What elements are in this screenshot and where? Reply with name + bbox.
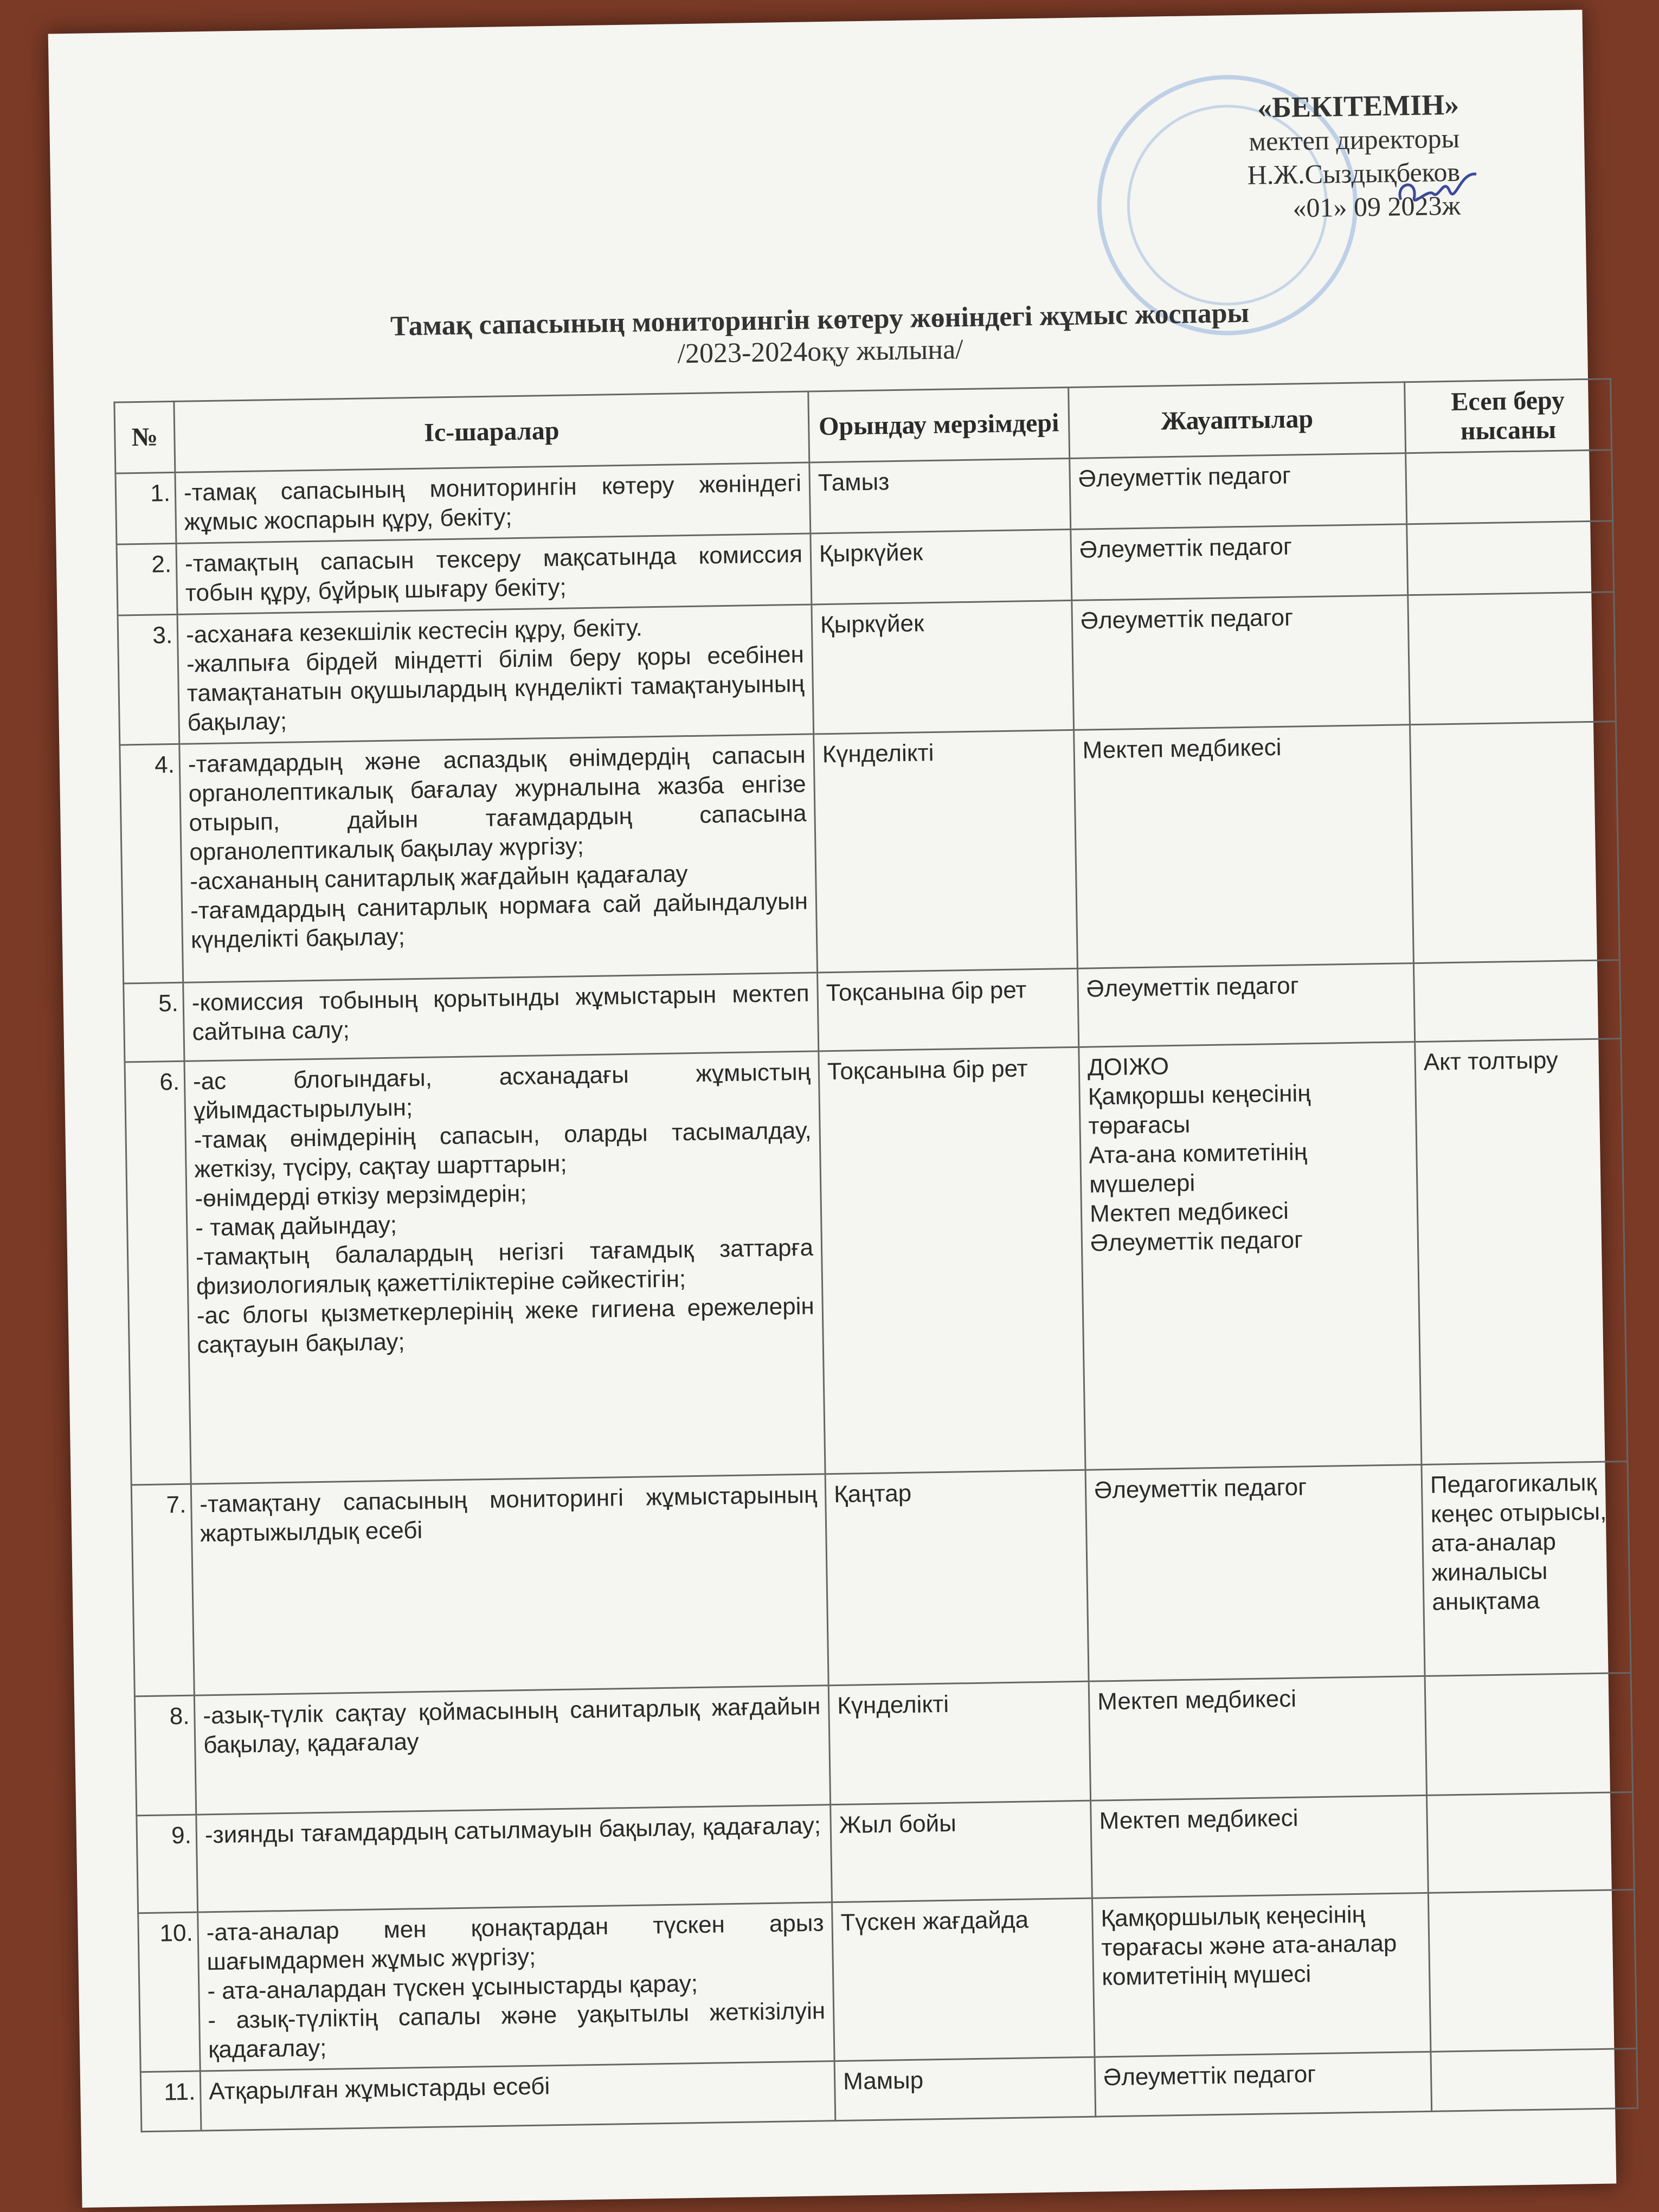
- report-line: [1416, 598, 1605, 601]
- activity-line: -тамақтану сапасының мониторингі жұмыстарының жартыжылдық есебі: [199, 1481, 818, 1547]
- row-responsible: [1079, 1042, 1422, 1470]
- activity-line: -зиянды тағамдардың сатылмауын бақылау, қадағалау;: [204, 1812, 821, 1849]
- activity-line: -азық-түлік сақтау қоймасының санитарлық жағдайын бақылау, қадағалау: [203, 1693, 821, 1759]
- responsible-line: Әлеуметтік педагог: [1103, 2061, 1316, 2091]
- title-sub: /2023-2024оқу жылына/: [677, 334, 964, 370]
- row-activity: [191, 1474, 828, 1695]
- approval-position: мектеп директоры: [1249, 123, 1460, 157]
- row-responsible: [1072, 595, 1410, 730]
- report-line: Акт толтыру: [1423, 1046, 1559, 1076]
- row-activity: [176, 533, 812, 614]
- row-period: Күнделікті: [814, 730, 1078, 972]
- row-report-form: [1415, 1039, 1628, 1465]
- report-line: [1418, 728, 1607, 730]
- row-period: Қыркүйек: [812, 600, 1074, 734]
- document-title: [53, 292, 1588, 380]
- row-responsible: [1089, 1676, 1426, 1801]
- row-activity: [196, 1805, 832, 1912]
- row-report-form: [1408, 592, 1616, 725]
- approval-heading: «БЕКІТЕМІН»: [1257, 88, 1459, 124]
- row-activity: [175, 462, 811, 543]
- document-page: [48, 10, 1617, 2208]
- title-main: Тамақ сапасының мониторингін көтеру жөніндегі жұмыс жоспары: [390, 297, 1250, 342]
- row-responsible: [1085, 1465, 1425, 1682]
- plan-table: [113, 378, 1638, 2132]
- row-period: Тоқсанына бір рет: [819, 1047, 1085, 1474]
- header-responsible: Жауаптылар: [1069, 382, 1406, 459]
- activity-line: -ата-аналар мен қонақтардан түскен арыз шағымдармен жұмыс жүргізу;: [206, 1909, 824, 1976]
- activity-line: -асханаға кезекшілік кестесін құру, бекіту.: [185, 614, 643, 648]
- responsible-line: Мектеп медбикесі: [1097, 1685, 1297, 1715]
- row-number: 9.: [137, 1815, 198, 1913]
- row-number: 8.: [134, 1695, 196, 1816]
- row-responsible: [1095, 2052, 1432, 2117]
- row-number: 4.: [120, 744, 183, 983]
- approval-name: Н.Ж.Сыздықбеков: [1247, 156, 1461, 190]
- activity-line: -тамақ сапасының мониторингін көтеру жөніндегі жұмыс жоспарын құру, бекіту;: [183, 470, 802, 536]
- signature-icon: [1390, 166, 1482, 216]
- responsible-line: Қамқоршылық кеңесінің төрағасы және ата-аналар комитетінің мүшесі: [1101, 1901, 1397, 1991]
- activity-line: -тамақ өнімдерінің сапасын, оларды тасымалдау, жеткізу, түсіру, сақтау шарттарын;: [194, 1117, 812, 1183]
- row-period: Түскен жағдайда: [832, 1898, 1095, 2061]
- responsible-line: Әлеуметтік педагог: [1090, 1226, 1303, 1257]
- row-report-form: [1427, 1792, 1635, 1893]
- table-row: [131, 1462, 1631, 1696]
- report-line: Педагогикалық кеңес отырысы, ата-аналар жиналысы анықтама: [1430, 1469, 1607, 1616]
- row-responsible: [1077, 963, 1414, 1047]
- activity-line: -тағамдардың санитарлық нормаға сай дайындалуын күнделікті бақылау;: [190, 888, 808, 954]
- row-period: Жыл бойы: [831, 1801, 1092, 1902]
- row-number: 1.: [115, 472, 176, 544]
- report-line: [1435, 1798, 1624, 1801]
- activity-line: -асхананың санитарлық жағдайын қадағалау: [189, 860, 688, 895]
- activity-line: - азық-түліктің сапалы және уақытылы жеткізілуін қадағалау;: [207, 1997, 826, 2063]
- responsible-line: Қамқоршы кеңесінің төрағасы: [1088, 1080, 1311, 1140]
- row-number: 6.: [125, 1061, 191, 1485]
- row-responsible: [1091, 1795, 1429, 1898]
- row-number: 3.: [118, 614, 179, 745]
- report-line: [1437, 1896, 1626, 1899]
- responsible-line: Мектеп медбикесі: [1099, 1804, 1298, 1835]
- activity-line: -жалпыға бірдей міндетті білім беру қоры есебінен тамақтанатын оқушылардың күнделікті тамақтануының бақылау;: [186, 641, 805, 736]
- responsible-line: Мектеп медбикесі: [1082, 734, 1282, 764]
- row-number: 5.: [124, 982, 184, 1062]
- row-responsible: [1074, 725, 1414, 969]
- row-number: 10.: [138, 1912, 201, 2072]
- activity-line: -тамақтың балалардың негізгі тағамдық заттарға физиологиялық қажеттіліктеріне сәйкестігін;: [195, 1234, 814, 1300]
- row-period: Мамыр: [834, 2057, 1096, 2121]
- row-activity: [183, 973, 819, 1061]
- responsible-line: Әлеуметтік педагог: [1079, 533, 1293, 563]
- responsible-line: Әлеуметтік педагог: [1080, 604, 1294, 634]
- row-period: Қыркүйек: [811, 529, 1072, 605]
- row-number: 11.: [140, 2071, 201, 2132]
- row-report-form: [1428, 1889, 1637, 2052]
- row-responsible: [1071, 524, 1408, 601]
- table-body: [115, 450, 1638, 2132]
- table-row: [118, 592, 1616, 745]
- approval-date: «01» 09 2023ж: [1293, 190, 1461, 223]
- row-report-form: [1413, 960, 1621, 1042]
- row-period: Қаңтар: [825, 1470, 1089, 1685]
- activity-line: Атқарылған жұмыстарды есебі: [208, 2073, 550, 2105]
- row-activity: [200, 2061, 835, 2131]
- responsible-line: ДОІЖО: [1087, 1053, 1169, 1081]
- table-row: [134, 1673, 1632, 1815]
- row-activity: [198, 1902, 834, 2071]
- row-period: Тамыз: [809, 458, 1071, 533]
- row-period: Күнделікті: [828, 1681, 1090, 1805]
- activity-line: - ата-аналардан түскен ұсыныстарды қарау;: [207, 1970, 698, 2005]
- row-period: Тоқсанына бір рет: [818, 968, 1079, 1051]
- table-row: [125, 1039, 1628, 1485]
- row-number: 7.: [131, 1484, 194, 1696]
- activity-line: -тағамдардың және аспаздық өнімдердің сапасын органолептикалық бағалау журналына жазба енгізе отырып, дайын тағамдардың сапасына органолептикалық бақылау жүргізу;: [188, 741, 807, 866]
- header-activities: Іс-шаралар: [174, 391, 809, 472]
- report-line: [1422, 966, 1611, 969]
- header-number: №: [114, 401, 175, 473]
- responsible-line: Әлеуметтік педагог: [1094, 1474, 1307, 1504]
- row-report-form: [1410, 722, 1620, 963]
- report-line: [1433, 1679, 1623, 1682]
- row-report-form: [1431, 2048, 1638, 2111]
- row-report-form: [1406, 450, 1613, 524]
- header-period: Орындау мерзімдері: [808, 387, 1070, 462]
- report-line: [1415, 527, 1604, 530]
- row-activity: [177, 605, 814, 744]
- row-responsible: [1092, 1893, 1431, 2057]
- row-activity: [194, 1686, 830, 1815]
- activity-line: -ас блогындағы, асханадағы жұмыстың ұйымдастырылуын;: [192, 1058, 811, 1124]
- row-activity: [184, 1051, 825, 1484]
- row-report-form: [1422, 1462, 1631, 1676]
- activity-line: -тамақтың сапасын тексеру мақсатында комиссия тобын құру, бұйрық шығару бекіту;: [184, 541, 803, 607]
- table-row: [120, 722, 1620, 983]
- responsible-line: Мектеп медбикесі: [1089, 1197, 1289, 1227]
- activity-line: -ас блогы қызметкерлерінің жеке гигиена ережелерін сақтауын бақылау;: [196, 1293, 815, 1359]
- row-report-form: [1425, 1673, 1632, 1795]
- report-line: [1414, 456, 1603, 459]
- row-report-form: [1407, 521, 1614, 595]
- row-activity: [179, 734, 818, 982]
- activity-line: -өнімдерді өткізу мерзімдерін;: [195, 1180, 527, 1212]
- activity-line: -комиссия тобының қорытынды жұмыстарын мектеп сайтына салу;: [191, 980, 810, 1046]
- responsible-line: Әлеуметтік педагог: [1086, 972, 1300, 1002]
- activity-line: - тамақ дайындау;: [195, 1211, 397, 1242]
- row-number: 2.: [117, 543, 177, 615]
- responsible-line: Әлеуметтік педагог: [1078, 462, 1291, 492]
- report-line: [1439, 2055, 1629, 2057]
- responsible-line: Ата-ана комитетінің мүшелері: [1089, 1139, 1308, 1198]
- table-row: [138, 1889, 1637, 2072]
- row-responsible: [1070, 453, 1407, 530]
- header-report-form: Есеп беру нысаны: [1405, 379, 1612, 453]
